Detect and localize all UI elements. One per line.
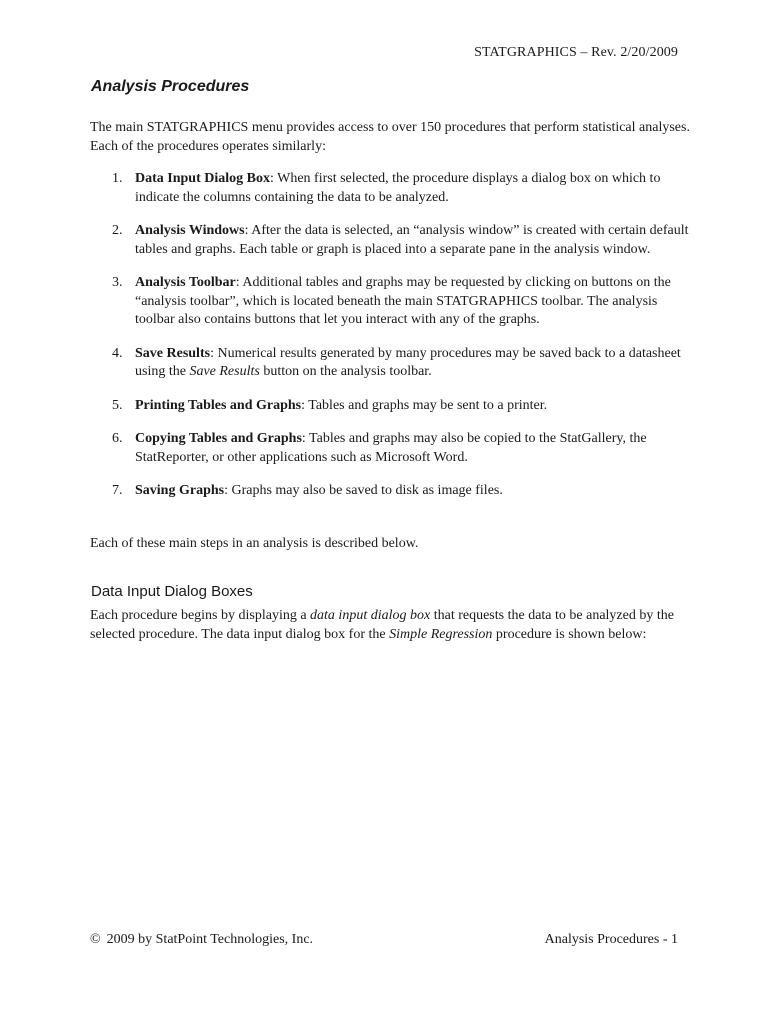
- list-item: [90, 430, 690, 467]
- list-item: [90, 170, 690, 207]
- step-title: Data Input Dialog Box: [135, 171, 270, 186]
- step-text: : Tables and graphs may be sent to a printer.: [301, 397, 548, 413]
- step-text: : Tables and graphs may also be copied to the StatGallery, the StatReporter, or other applications such as Microsoft Word.: [135, 431, 647, 465]
- subsection-title: Data Input Dialog Boxes: [91, 583, 253, 600]
- step-number: 5.: [112, 397, 123, 413]
- list-item: [90, 274, 690, 330]
- paragraph-text: Each procedure begins by displaying a: [90, 608, 311, 623]
- simple-regression-term: Simple Regression: [389, 626, 493, 642]
- step-title: Copying Tables and Graphs: [135, 431, 302, 446]
- step-title: Save Results: [135, 345, 211, 361]
- copyright-icon: ©: [90, 932, 101, 947]
- list-item: [90, 345, 690, 382]
- step-text: : Additional tables and graphs may be requested by clicking on buttons on the “analysis toolbar”, which is located beneath the main STATGRAPHICS toolbar. The analysis toolbar also contains buttons that let you interact with any of the graphs.: [135, 275, 671, 327]
- running-header: STATGRAPHICS – Rev. 2/20/2009: [474, 45, 678, 60]
- step-number: 3.: [112, 275, 123, 290]
- section-title: Analysis Procedures: [91, 78, 250, 95]
- step-text: : When first selected, the procedure displays a dialog box on which to indicate the columns containing the data to be analyzed.: [135, 171, 661, 205]
- list-item: [90, 397, 690, 416]
- data-input-dialog-box-term: data input dialog box: [310, 608, 431, 623]
- step-title: Saving Graphs: [135, 483, 225, 498]
- step-title: Analysis Toolbar: [135, 275, 236, 290]
- footer-copyright: [90, 932, 313, 948]
- step-text: : Numerical results generated by many procedures may be saved back to a datasheet using the: [135, 345, 681, 379]
- paragraph-text: procedure is shown below:: [492, 626, 647, 642]
- procedure-steps-list: [90, 170, 690, 516]
- step-title: Printing Tables and Graphs: [135, 397, 302, 413]
- intro-paragraph: The main STATGRAPHICS menu provides access to over 150 procedures that perform statistical analyses. Each of the procedures operates similarly:: [90, 120, 690, 154]
- step-text: : After the data is selected, an “analysis window” is created with certain default tables and graphs. Each table or graph is placed into a separate pane in the analysis window.: [135, 223, 689, 257]
- step-number: 4.: [112, 345, 123, 361]
- subsection-paragraph: [90, 607, 690, 644]
- list-item: [90, 222, 690, 259]
- step-number: 6.: [112, 431, 123, 446]
- step-number: 7.: [112, 483, 123, 498]
- step-number: 1.: [112, 171, 123, 186]
- step-text-end: button on the analysis toolbar.: [259, 364, 432, 379]
- list-item: [90, 482, 690, 501]
- paragraph-text: that requests the data to be analyzed by the selected procedure. The data input dialog box for the: [90, 608, 674, 642]
- footer-page-label: Analysis Procedures - 1: [544, 932, 678, 947]
- step-title: Analysis Windows: [135, 223, 245, 238]
- copyright-text: 2009 by StatPoint Technologies, Inc.: [106, 932, 314, 947]
- outro-paragraph: Each of these main steps in an analysis is described below.: [90, 536, 419, 551]
- step-text: : Graphs may also be saved to disk as image files.: [224, 483, 503, 498]
- save-results-term: Save Results: [189, 364, 260, 379]
- step-number: 2.: [112, 223, 123, 238]
